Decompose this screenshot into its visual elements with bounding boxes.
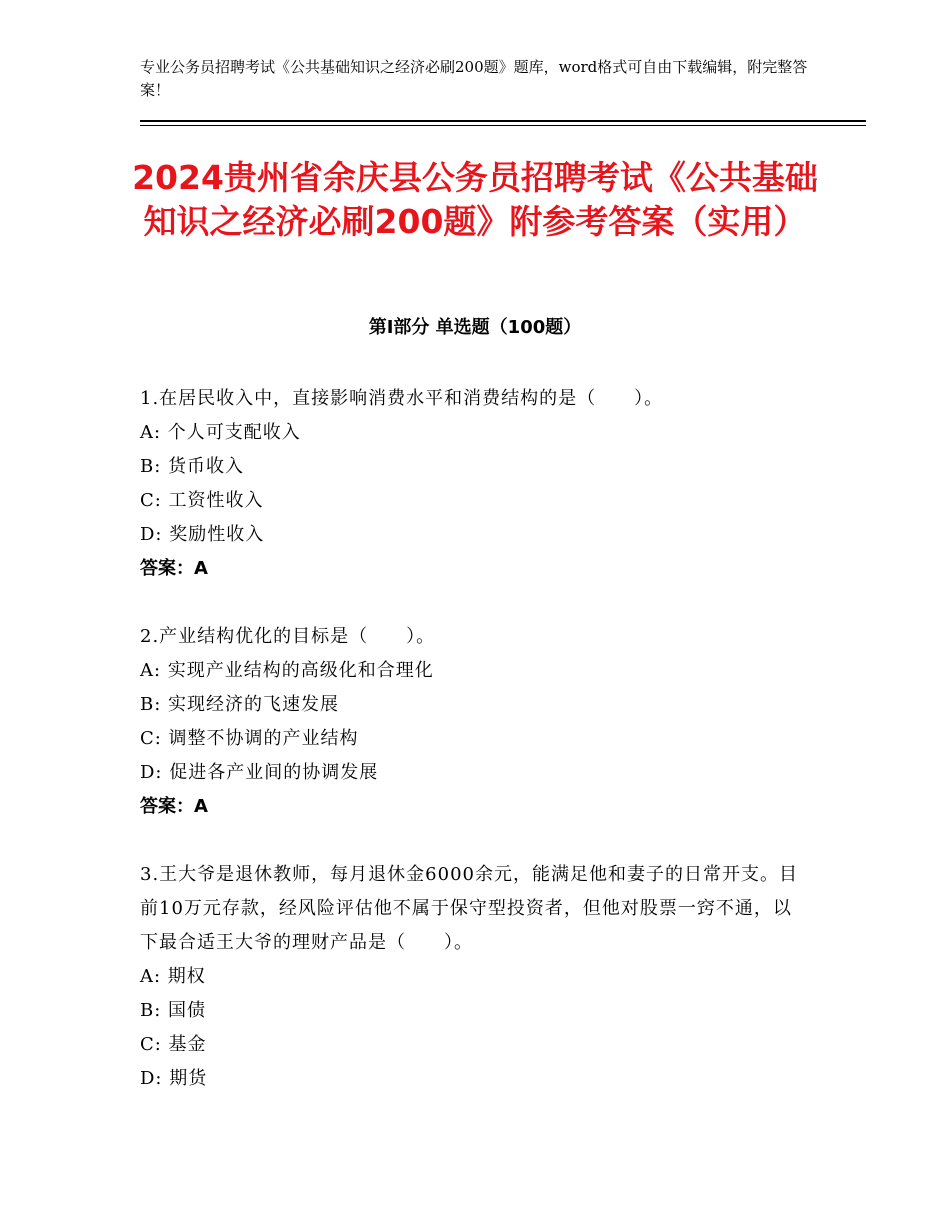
question-1 — [140, 382, 808, 586]
question-3 — [140, 858, 808, 1096]
option-d: D: 期货 — [140, 1068, 208, 1089]
option-c: C: 基金 — [140, 1034, 207, 1055]
question-stem: 3.王大爷是退休教师，每月退休金6000余元，能满足他和妻子的日常开支。目前10万元存款，经风险评估他不属于保守型投资者，但他对股票一窍不通，以下最合适王大爷的理财产品是（ ）。 — [140, 864, 798, 953]
document-title: 2024贵州省余庆县公务员招聘考试《公共基础知识之经济必刷200题》附参考答案（实用） — [132, 158, 818, 241]
header-note: 专业公务员招聘考试《公共基础知识之经济必刷200题》题库，word格式可自由下载编辑，附完整答案！ — [140, 58, 808, 99]
question-2 — [140, 620, 808, 824]
option-b: B: 货币收入 — [140, 456, 245, 477]
question-list — [140, 382, 808, 1130]
option-a: A: 期权 — [140, 966, 206, 987]
option-d: D: 奖励性收入 — [140, 524, 265, 545]
section-title: 第I部分 单选题（100题） — [368, 317, 582, 338]
option-a: A: 实现产业结构的高级化和合理化 — [140, 660, 434, 681]
option-c: C: 工资性收入 — [140, 490, 264, 511]
header-rule-thin — [140, 125, 866, 126]
option-b: B: 实现经济的飞速发展 — [140, 694, 340, 715]
option-d: D: 促进各产业间的协调发展 — [140, 762, 379, 783]
option-c: C: 调整不协调的产业结构 — [140, 728, 359, 749]
option-a: A: 个人可支配收入 — [140, 422, 301, 443]
answer: 答案：A — [140, 796, 208, 817]
answer: 答案：A — [140, 558, 208, 579]
question-stem: 2.产业结构优化的目标是（ ）。 — [140, 626, 436, 647]
header-rule-thick — [140, 120, 866, 122]
option-b: B: 国债 — [140, 1000, 207, 1021]
question-stem: 1.在居民收入中，直接影响消费水平和消费结构的是（ ）。 — [140, 388, 664, 409]
